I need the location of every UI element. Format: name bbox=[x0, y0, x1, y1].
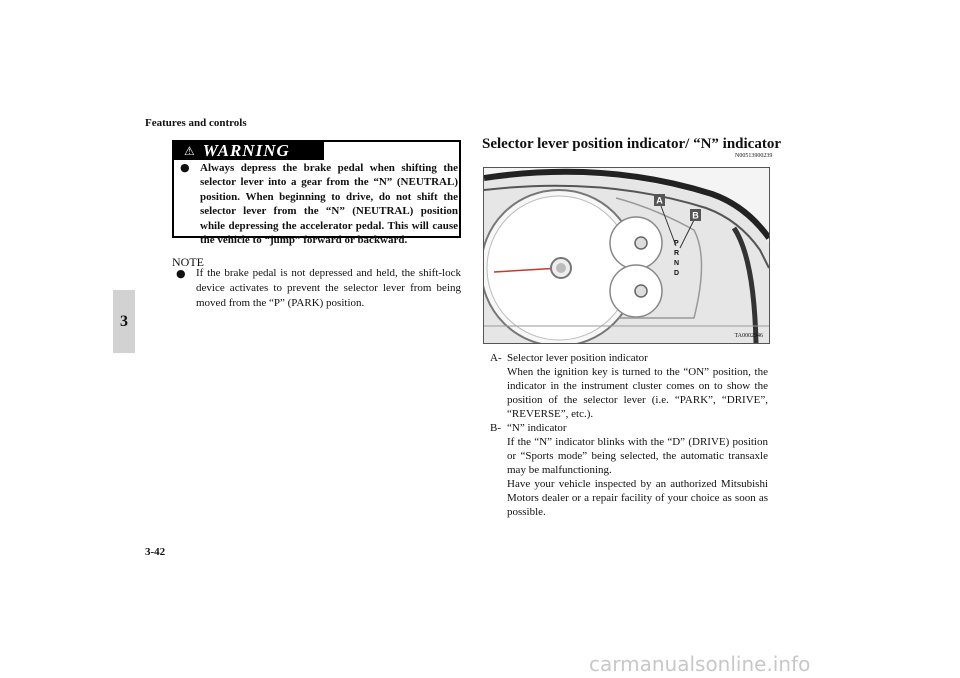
instrument-cluster-figure bbox=[483, 167, 770, 344]
callout-a: A bbox=[656, 195, 663, 206]
legend-item-a bbox=[490, 351, 768, 421]
legend-desc-2: Have your vehicle inspected by an authorized Mitsubishi Motors dealer or a repair facility of your choice as soon as possible. bbox=[507, 478, 768, 518]
instrument-cluster-illustration bbox=[484, 168, 769, 343]
legend-desc: When the ignition key is turned to the “ON” position, the indicator in the instrument cluster comes on to show the position of the selector lever (i.e. “PARK”, “DRIVE”, “REVERSE”, etc.). bbox=[507, 366, 768, 420]
bullet-icon: ● bbox=[176, 267, 186, 280]
indicator-letter-r: R bbox=[674, 250, 680, 257]
section-title: Selector lever position indicator/ “N” indicator bbox=[482, 136, 781, 152]
legend-body bbox=[507, 351, 768, 421]
note-item-text: If the brake pedal is not depressed and held, the shift-lock device activates to prevent the selector lever from being moved from the “P” (PARK) position. bbox=[196, 267, 461, 309]
warning-label: WARNING bbox=[202, 141, 290, 160]
note-text bbox=[176, 266, 461, 311]
watermark: carmanualsonline.info bbox=[589, 652, 811, 676]
legend-body bbox=[507, 421, 768, 519]
indicator-letter-d: D bbox=[674, 270, 680, 277]
warning-item bbox=[180, 161, 458, 247]
indicator-letter-p: P bbox=[674, 240, 679, 247]
warning-text bbox=[180, 161, 458, 247]
bullet-icon: ● bbox=[180, 161, 190, 174]
figure-code: TA0002346 bbox=[734, 333, 763, 339]
chapter-tab: 3 bbox=[113, 290, 135, 353]
warning-header bbox=[174, 142, 324, 160]
note-label: NOTE bbox=[172, 255, 204, 269]
page-header-title: Features and controls bbox=[145, 117, 247, 129]
legend-key: B- bbox=[490, 422, 501, 434]
legend-item-b bbox=[490, 421, 768, 519]
section-ref-code: N00513900239 bbox=[735, 153, 773, 159]
warning-triangle-icon: ⚠ bbox=[184, 144, 195, 158]
warning-item-text: Always depress the brake pedal when shifting the selector lever into a gear from the “N” (NEUTRAL) position. When beginning to drive, do not shift the selector lever from the “N” (NEUTRAL) position while depressing the accelerator pedal. This will cause the vehicle to “jump” forward or backward. bbox=[200, 162, 458, 247]
legend-desc: If the “N” indicator blinks with the “D” (DRIVE) position or “Sports mode” being selected, the automatic transaxle may be malfunctioning. bbox=[507, 436, 768, 476]
figure-legend bbox=[490, 351, 768, 519]
legend-title: “N” indicator bbox=[507, 422, 567, 434]
page-number: 3-42 bbox=[145, 546, 166, 558]
callout-b: B bbox=[692, 210, 699, 221]
warning-box bbox=[172, 140, 461, 247]
legend-title: Selector lever position indicator bbox=[507, 352, 648, 364]
legend-key: A- bbox=[490, 352, 502, 364]
indicator-letter-n: N bbox=[674, 260, 680, 267]
note-item bbox=[176, 266, 461, 311]
